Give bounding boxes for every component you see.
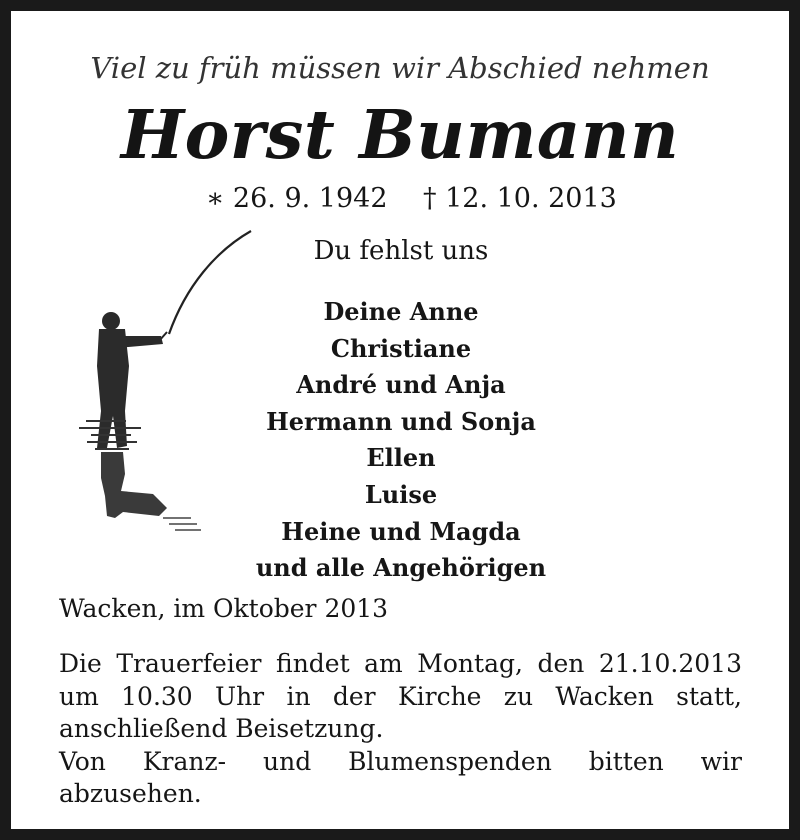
death-date: † 12. 10. 2013 <box>423 183 617 214</box>
mourner-entry: Luise <box>364 479 438 509</box>
place-and-date: Wacken, im Oktober 2013 <box>59 594 389 623</box>
mourner-entry: André und Anja <box>296 370 506 400</box>
donation-line: abzusehen. <box>59 779 202 808</box>
birth-date: ∗ 26. 9. 1942 <box>206 183 388 214</box>
farewell-motto: Viel zu früh müssen wir Abschied nehmen <box>90 51 710 85</box>
mourner-entry: Ellen <box>366 443 436 473</box>
service-line: Die Trauerfeier findet am Montag, den 21.10.2013 <box>59 649 742 678</box>
deceased-name: Horst Bumann <box>120 95 680 174</box>
funeral-details <box>59 648 742 811</box>
mourner-entry: Christiane <box>330 333 472 363</box>
mourner-entry: Heine und Magda <box>281 516 521 546</box>
mourner-entry: Deine Anne <box>323 297 479 326</box>
mourners-list <box>211 294 591 587</box>
service-line: anschließend Beisetzung. <box>59 714 384 743</box>
mourner-entry: und alle Angehörigen <box>255 553 547 583</box>
obituary-card <box>11 11 789 829</box>
donation-line: Von Kranz- und Blumenspenden bitten wir <box>59 746 742 776</box>
mourner-entry: Hermann und Sonja <box>266 406 536 436</box>
service-line: um 10.30 Uhr in der Kirche zu Wacken statt, <box>59 681 742 711</box>
miss-you-line: Du fehlst uns <box>313 236 489 266</box>
